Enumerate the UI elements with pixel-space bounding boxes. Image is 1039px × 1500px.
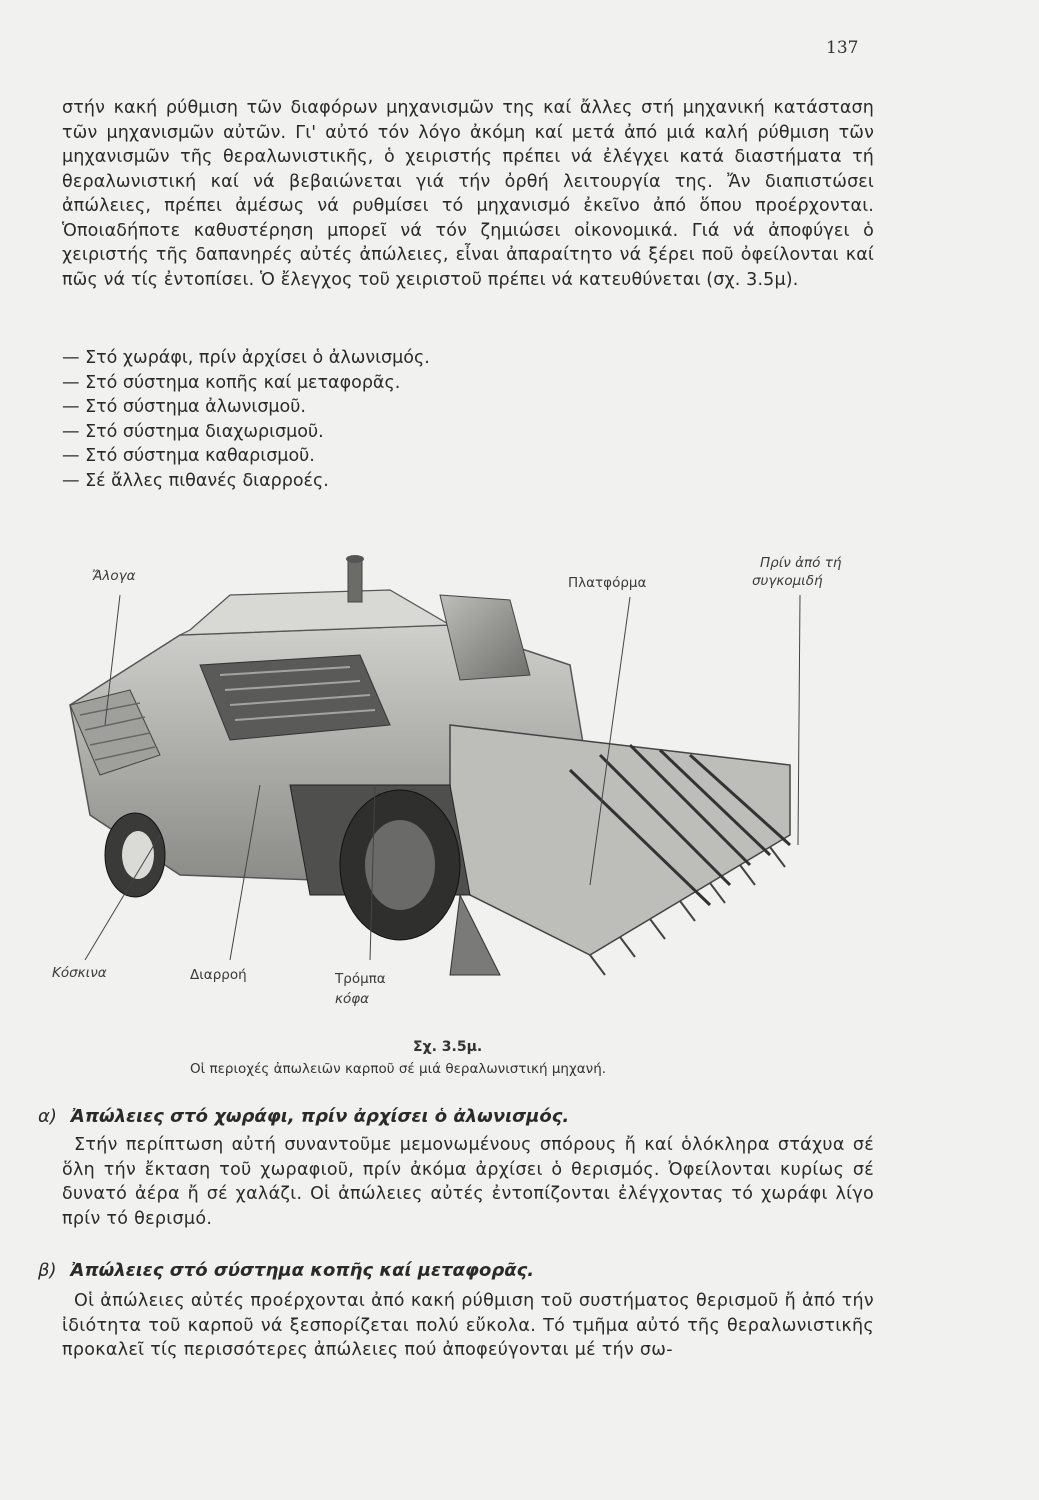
figure-number: Σχ. 3.5μ. [413, 1039, 483, 1055]
page-number: 137 [826, 38, 859, 58]
section-a-body: Στήν περίπτωση αὐτή συναντοῦμε μεμονωμένους σπόρους ἤ καί ὁλόκληρα στάχυα σέ ὅλη τήν ἔκταση τοῦ χωραφιοῦ, πρίν ἀκόμα ἀρχίσει ὁ θερισμός. Ὀφείλονται κυρίως σέ δυνατό ἀέρα ἤ σέ χαλάζι. Οἱ ἀπώλειες αὐτές ἐντοπίζονται ἐλέγχοντας τό χωράφι λίγο πρίν τό θερισμό. [62, 1135, 874, 1229]
section-b-heading: β) Ἀπώλειες στό σύστημα κοπῆς καί μεταφορᾶς. [38, 1260, 535, 1281]
combine-harvester-illustration [30, 555, 870, 1015]
threshing-area [200, 655, 390, 740]
intro-paragraph: στήν κακή ρύθμιση τῶν διαφόρων μηχανισμῶν της καί ἄλλες στή μηχανική κατάσταση τῶν μηχανισμῶν αὐτῶν. Γι' αὐτό τόν λόγο ἀκόμη καί μετά ἀπό μιά καλή ρύθμιση τῶν μηχανισμῶν τῆς θεραλωνιστικῆς, ὁ χειριστής πρέπει νά ἐλέγχει κατά διαστήματα τή θεραλωνιστική καί νά βεβαιώνεται γιά τήν ὀρθή λειτουργία της. Ἄν διαπιστώσει ἀπώλειες, πρέπει ἀμέσως νά ρυθμίσει τό μηχανισμό ἐκεῖνο ἀπό ὅπου προέρχονται. Ὁποιαδήποτε καθυστέρηση μπορεῖ νά τόν ζημιώσει οἰκονομικά. Γιά νά ἀποφύγει ὁ χειριστής τῆς δαπανηρές αὐτές ἀπώλειες, εἶναι ἀπαραίτητο νά ξέρει ποῦ ὀφείλονται καί πῶς νά τίς ἐντοπίσει. Ὁ ἔλεγχος τοῦ χειριστοῦ πρέπει νά κατευθύνεται (σχ. 3.5μ). [62, 98, 874, 290]
label-sieves: Κόσκινα [52, 965, 107, 981]
exhaust-pipe [348, 557, 362, 602]
header-platform [450, 725, 790, 955]
list-item: — Στό χωράφι, πρίν ἀρχίσει ὁ ἀλωνισμός. [62, 348, 430, 368]
list-item: — Στό σύστημα διαχωρισμοῦ. [62, 421, 324, 442]
label-leakage: Διαρροή [190, 967, 247, 983]
section-b-marker: β) [38, 1260, 57, 1281]
label-drum-1: Τρόμπα [335, 971, 386, 987]
label-before-harvest-1: Πρίν ἀπό τή [760, 555, 842, 571]
label-drum-2: κόφα [335, 991, 370, 1007]
list-item: — Στό σύστημα καθαρισμοῦ. [62, 446, 315, 466]
combine-harvester-figure [30, 555, 870, 1015]
section-a-marker: α) [38, 1106, 57, 1127]
label-straw: Ἄλογα [92, 568, 136, 584]
figure-caption: Οἱ περιοχές ἀπωλειῶν καρποῦ σέ μιά θεραλωνιστική μηχανή. [190, 1061, 607, 1077]
label-before-harvest-2: συγκομιδή [752, 573, 823, 589]
list-item: — Στό σύστημα ἀλωνισμοῦ. [62, 397, 306, 417]
intro-text-block [62, 96, 874, 292]
label-platform: Πλατφόρμα [568, 575, 647, 591]
section-b-body: Οἱ ἀπώλειες αὐτές προέρχονται ἀπό κακή ρύθμιση τοῦ συστήματος θερισμοῦ ἤ ἀπό τήν ἰδιότητα τοῦ καρποῦ νά ξεσπορίζεται πολύ εὔκολα. Τό τμῆμα αὐτό τῆς θεραλωνιστικῆς προκαλεῖ τίς περισσότερες ἀπώλειες πού ἀποφεύγονται μέ τήν σω- [62, 1291, 874, 1360]
section-a-heading: α) Ἀπώλειες στό χωράφι, πρίν ἀρχίσει ὁ ἀλωνισμός. [38, 1106, 570, 1127]
list-item: — Στό σύστημα κοπῆς καί μεταφορᾶς. [62, 372, 401, 393]
list-item: — Σέ ἄλλες πιθανές διαρροές. [62, 470, 329, 491]
check-list [62, 346, 430, 493]
